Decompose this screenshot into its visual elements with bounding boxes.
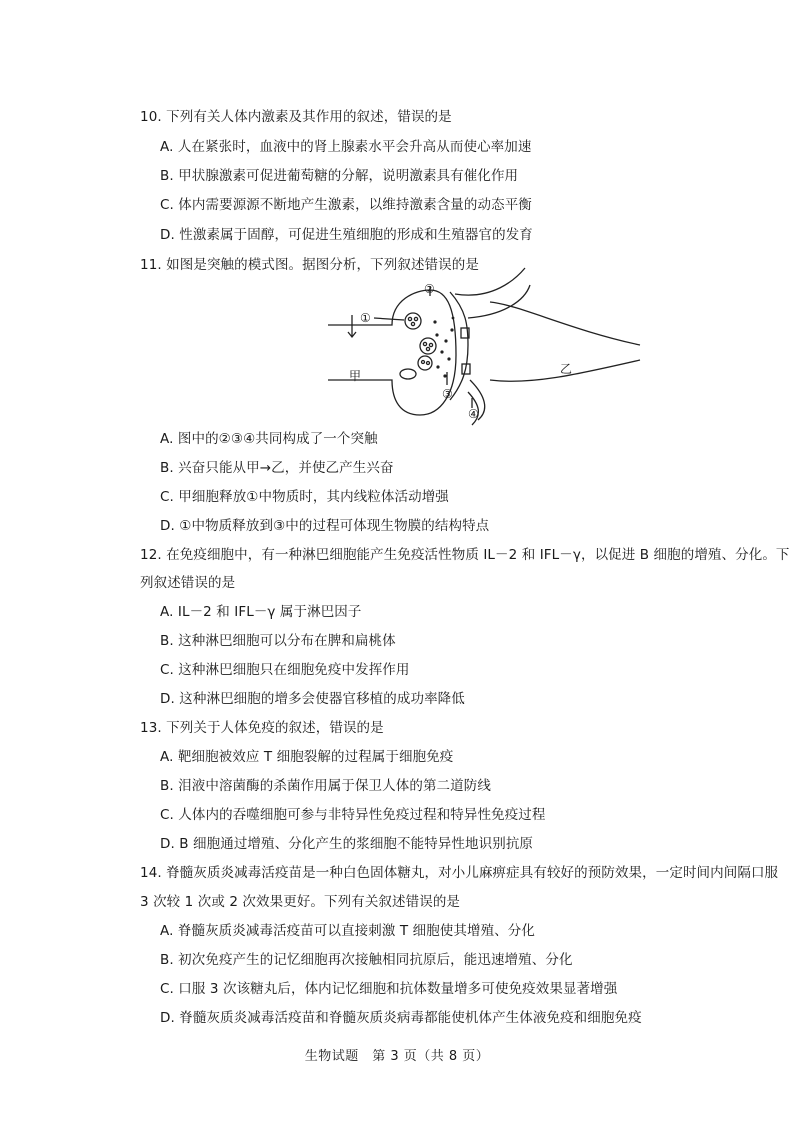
q13-option-b: B. 泪液中溶菌酶的杀菌作用属于保卫人体的第二道防线 bbox=[160, 778, 491, 794]
q10-option-d: D. 性激素属于固醇，可促进生殖细胞的形成和生殖器官的发育 bbox=[160, 227, 533, 243]
question-11-stem: 11. 如图是突触的模式图。据图分析，下列叙述错误的是 bbox=[140, 257, 479, 273]
q10-option-c: C. 体内需要源源不断地产生激素，以维持激素含量的动态平衡 bbox=[160, 197, 532, 213]
q14-option-c: C. 口服 3 次该糖丸后，体内记忆细胞和抗体数量增多可使免疫效果显著增强 bbox=[160, 981, 618, 997]
q13-option-c: C. 人体内的吞噬细胞可参与非特异性免疫过程和特异性免疫过程 bbox=[160, 807, 546, 823]
question-14-stem-cont: 3 次较 1 次或 2 次效果更好。下列有关叙述错误的是 bbox=[140, 894, 461, 910]
q12-option-d: D. 这种淋巴细胞的增多会使器官移植的成功率降低 bbox=[160, 691, 465, 707]
q10-option-b: B. 甲状腺激素可促进葡萄糖的分解，说明激素具有催化作用 bbox=[160, 168, 519, 184]
label-1: ① bbox=[360, 311, 371, 325]
question-12-stem: 12. 在免疫细胞中，有一种淋巴细胞能产生免疫活性物质 IL－2 和 IFL－γ，以促进 B 细胞的增殖、分化。下 bbox=[140, 547, 790, 563]
label-4: ④ bbox=[468, 407, 479, 421]
q13-option-a: A. 靶细胞被效应 T 细胞裂解的过程属于细胞免疫 bbox=[160, 749, 454, 765]
q14-option-b: B. 初次免疫产生的记忆细胞再次接触相同抗原后，能迅速增殖、分化 bbox=[160, 952, 573, 968]
q14-option-d: D. 脊髓灰质炎减毒活疫苗和脊髓灰质炎病毒都能使机体产生体液免疫和细胞免疫 bbox=[160, 1010, 642, 1026]
q11-option-a: A. 图中的②③④共同构成了一个突触 bbox=[160, 431, 378, 447]
label-jia: 甲 bbox=[349, 369, 362, 383]
q14-option-a: A. 脊髓灰质炎减毒活疫苗可以直接刺激 T 细胞使其增殖、分化 bbox=[160, 923, 536, 939]
question-13-stem: 13. 下列关于人体免疫的叙述，错误的是 bbox=[140, 720, 384, 736]
question-10-stem: 10. 下列有关人体内激素及其作用的叙述，错误的是 bbox=[140, 109, 452, 125]
question-14-stem: 14. 脊髓灰质炎减毒活疫苗是一种白色固体糖丸，对小儿麻痹症具有较好的预防效果，一定时间内间隔口服 bbox=[140, 865, 779, 881]
q13-option-d: D. B 细胞通过增殖、分化产生的浆细胞不能特异性地识别抗原 bbox=[160, 836, 534, 852]
label-2: ② bbox=[424, 282, 435, 296]
q11-option-d: D. ①中物质释放到③中的过程可体现生物膜的结构特点 bbox=[160, 518, 490, 534]
q10-option-a: A. 人在紧张时，血液中的肾上腺素水平会升高从而使心率加速 bbox=[160, 139, 532, 155]
label-3: ③ bbox=[442, 387, 453, 401]
page-footer: 生物试题 第 3 页（共 8 页） bbox=[304, 1049, 490, 1064]
q12-option-a: A. IL－2 和 IFL－γ 属于淋巴因子 bbox=[160, 604, 362, 620]
q12-option-c: C. 这种淋巴细胞只在细胞免疫中发挥作用 bbox=[160, 662, 410, 678]
presynaptic-terminal bbox=[328, 290, 456, 415]
question-12-stem-cont: 列叙述错误的是 bbox=[140, 575, 236, 591]
label-yi: 乙 bbox=[560, 362, 573, 376]
q11-option-b: B. 兴奋只能从甲→乙，并使乙产生兴奋 bbox=[160, 460, 394, 476]
q12-option-b: B. 这种淋巴细胞可以分布在脾和扁桃体 bbox=[160, 633, 396, 649]
q11-option-c: C. 甲细胞释放①中物质时，其内线粒体活动增强 bbox=[160, 489, 449, 505]
synapse-diagram bbox=[0, 0, 794, 430]
